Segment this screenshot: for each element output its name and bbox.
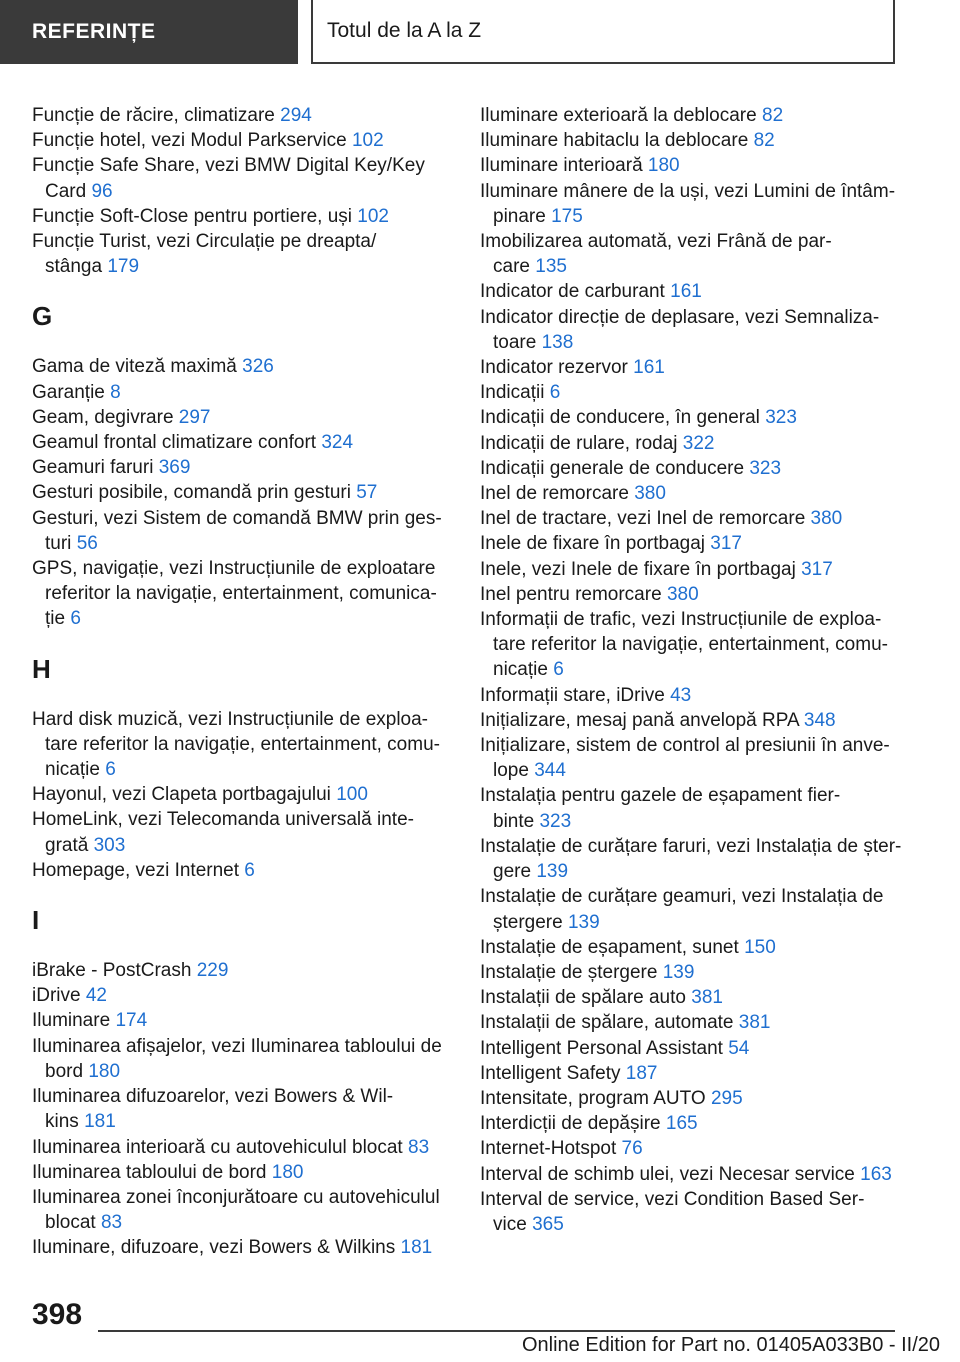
index-entry-text: gere bbox=[493, 861, 532, 883]
page-reference-link[interactable]: 303 bbox=[93, 834, 126, 856]
index-entry-text: Internet-Hotspot bbox=[480, 1138, 617, 1160]
page-reference-link[interactable]: 380 bbox=[634, 483, 666, 505]
index-entry-text: Indicații de rulare, rodaj bbox=[480, 432, 678, 454]
page-reference-link[interactable]: 6 bbox=[244, 859, 255, 881]
index-entry bbox=[480, 128, 900, 153]
page-reference-link[interactable]: 317 bbox=[801, 558, 833, 580]
index-entry-text: GPS, navigație, vezi Instrucțiunile de exploatare bbox=[32, 558, 436, 580]
page-reference-link[interactable]: 175 bbox=[551, 205, 583, 227]
index-entry bbox=[32, 204, 452, 229]
index-entry bbox=[32, 153, 452, 203]
edition-note: Online Edition for Part no. 01405A033B0 - II/20 bbox=[521, 1334, 940, 1356]
page-reference-link[interactable]: 135 bbox=[535, 256, 567, 278]
page-reference-link[interactable]: 96 bbox=[91, 180, 113, 202]
page-reference-link[interactable]: 187 bbox=[625, 1062, 658, 1084]
page-reference-link[interactable]: 100 bbox=[336, 784, 368, 806]
index-entry bbox=[480, 960, 900, 985]
index-entry bbox=[32, 103, 452, 128]
page-reference-link[interactable]: 83 bbox=[100, 1212, 123, 1234]
page-reference-link[interactable]: 297 bbox=[178, 406, 211, 428]
page-reference-link[interactable]: 42 bbox=[85, 985, 107, 1007]
page-reference-link[interactable]: 139 bbox=[536, 861, 569, 883]
index-entry-text: blocat bbox=[45, 1212, 96, 1234]
index-entry-text: Inel de tractare, vezi Inel de remorcare bbox=[480, 508, 806, 530]
index-entry-text: binte bbox=[493, 810, 535, 832]
index-entry bbox=[32, 707, 452, 783]
page-number: 398 bbox=[32, 1298, 83, 1331]
index-entry-text: tare referitor la navigație, entertainment, comu- bbox=[45, 733, 440, 755]
index-entry-text: Iluminarea tabloului de bord bbox=[32, 1161, 267, 1183]
page-reference-link[interactable]: 174 bbox=[115, 1010, 148, 1032]
page-reference-link[interactable]: 82 bbox=[762, 105, 784, 126]
index-entry-text: Funcție Soft-Close pentru portiere, uși bbox=[32, 205, 352, 227]
index-entry bbox=[32, 1008, 452, 1033]
index-entry-text: Indicator direcție de deplasare, vezi Semnaliza- bbox=[480, 306, 880, 328]
index-entry bbox=[480, 607, 900, 683]
index-entry-text: Instalație de eșapament, sunet bbox=[480, 936, 739, 958]
chapter-title: Totul de la A la Z bbox=[311, 0, 895, 64]
page-reference-link[interactable]: 323 bbox=[765, 407, 797, 429]
index-entry-text: Instalații de spălare, automate bbox=[480, 1012, 734, 1034]
index-letter-heading: H bbox=[32, 653, 51, 684]
page-reference-link[interactable]: 102 bbox=[351, 130, 384, 152]
index-letter-heading: I bbox=[32, 905, 40, 936]
index-entry-text: Interval de service, vezi Condition Based Ser- bbox=[480, 1188, 865, 1210]
footer-divider bbox=[98, 1330, 895, 1332]
index-entry bbox=[480, 1162, 900, 1187]
page-reference-link[interactable]: 179 bbox=[107, 256, 140, 278]
page-reference-link[interactable]: 8 bbox=[110, 381, 121, 403]
index-entry bbox=[480, 405, 900, 430]
index-entry-text: HomeLink, vezi Telecomanda universală inte- bbox=[32, 809, 414, 831]
index-entry-text: Iluminare mânere de la uși, vezi Lumini de întâm- bbox=[480, 180, 896, 202]
index-entry bbox=[480, 153, 900, 178]
page-reference-link[interactable]: 138 bbox=[541, 331, 574, 353]
index-entry bbox=[480, 582, 900, 607]
index-entry-text: Iluminarea afișajelor, vezi Iluminarea tabloului de bbox=[32, 1035, 442, 1057]
page-reference-link[interactable]: 229 bbox=[196, 960, 229, 982]
page-reference-link[interactable]: 161 bbox=[670, 281, 702, 303]
index-entry-text: Funcție Safe Share, vezi BMW Digital Key/Key bbox=[32, 155, 425, 177]
page-reference-link[interactable]: 380 bbox=[810, 508, 843, 530]
page-reference-link[interactable]: 56 bbox=[76, 532, 98, 554]
index-entry-text: Indicator de carburant bbox=[480, 281, 665, 303]
index-entry-text: Inele de fixare în portbagaj bbox=[480, 533, 705, 555]
index-entry bbox=[480, 229, 900, 279]
index-entry-text: Interval de schimb ulei, vezi Necesar service bbox=[480, 1163, 855, 1185]
index-entry bbox=[32, 1185, 452, 1235]
index-entry-text: grată bbox=[45, 834, 89, 856]
index-entry bbox=[32, 430, 452, 455]
index-entry-text: kins bbox=[45, 1111, 79, 1133]
index-entry bbox=[480, 305, 900, 355]
index-entry-text: Homepage, vezi Internet bbox=[32, 859, 240, 881]
index-entry-text: Indicații bbox=[480, 382, 545, 404]
page-reference-link[interactable]: 102 bbox=[357, 205, 389, 227]
page-reference-link[interactable]: 82 bbox=[753, 130, 775, 152]
index-entry-text: Geamuri faruri bbox=[32, 457, 154, 479]
index-entry-text: bord bbox=[45, 1060, 84, 1082]
index-entry bbox=[480, 481, 900, 506]
index-entry bbox=[480, 935, 900, 960]
index-entry bbox=[32, 958, 452, 983]
index-entry-text: Informații de trafic, vezi Instrucțiunile de exploa- bbox=[480, 609, 882, 631]
page-reference-link[interactable]: 180 bbox=[88, 1060, 121, 1082]
index-entry bbox=[480, 456, 900, 481]
index-entry-text: nicație bbox=[493, 659, 548, 681]
index-entry-text: Inele, vezi Inele de fixare în portbagaj bbox=[480, 558, 796, 580]
index-entry-text: stânga bbox=[45, 256, 103, 278]
index-entry bbox=[480, 834, 900, 884]
index-entry bbox=[32, 455, 452, 480]
index-entry bbox=[32, 1084, 452, 1134]
page-reference-link[interactable]: 294 bbox=[280, 105, 312, 126]
index-entry bbox=[32, 229, 452, 279]
page-reference-link[interactable]: 380 bbox=[666, 583, 699, 605]
index-entry-text: Instalație de curățare faruri, vezi Instalația de șter- bbox=[480, 835, 902, 857]
index-entry-text: Indicații de conducere, în general bbox=[480, 407, 760, 429]
index-entry-text: Inițializare, mesaj pană anvelopă RPA bbox=[480, 709, 799, 731]
index-entry-text: vice bbox=[493, 1213, 527, 1235]
page-reference-link[interactable]: 150 bbox=[744, 936, 776, 958]
index-entry bbox=[32, 807, 452, 857]
page-reference-link[interactable]: 139 bbox=[662, 961, 695, 983]
page-header bbox=[0, 0, 960, 66]
index-entry bbox=[480, 1010, 900, 1035]
index-entry-text: Garanție bbox=[32, 381, 105, 403]
index-entry bbox=[32, 1160, 452, 1185]
index-entry bbox=[480, 1061, 900, 1086]
index-entry bbox=[480, 783, 900, 833]
index-entry-text: Informații stare, iDrive bbox=[480, 684, 665, 706]
index-entry bbox=[32, 128, 452, 153]
index-entry bbox=[32, 983, 452, 1008]
index-entry bbox=[480, 355, 900, 380]
index-entry bbox=[32, 1235, 452, 1260]
page-reference-link[interactable]: 369 bbox=[158, 457, 191, 479]
index-entry-text: tare referitor la navigație, entertainment, comu- bbox=[493, 634, 888, 656]
page-reference-link[interactable]: 381 bbox=[738, 1012, 771, 1034]
index-entry-text: Indicații generale de conducere bbox=[480, 457, 745, 479]
index-entry-text: ție bbox=[45, 608, 66, 630]
index-entry-text: Indicator rezervor bbox=[480, 357, 628, 379]
index-entry-text: Intensitate, program AUTO bbox=[480, 1087, 706, 1109]
index-entry bbox=[480, 1136, 900, 1161]
index-entry-text: Gesturi posibile, comandă prin gesturi bbox=[32, 482, 351, 504]
page-reference-link[interactable]: 323 bbox=[749, 457, 782, 479]
index-entry-text: care bbox=[493, 256, 530, 278]
index-entry bbox=[32, 506, 452, 556]
index-entry-text: Card bbox=[45, 180, 87, 202]
index-entry-text: Funcție hotel, vezi Modul Parkservice bbox=[32, 130, 347, 152]
index-entry-text: Instalație de curățare geamuri, vezi Instalația de bbox=[480, 886, 884, 908]
index-entry bbox=[480, 431, 900, 456]
index-letter-heading: G bbox=[32, 301, 53, 332]
page-reference-link[interactable]: 326 bbox=[242, 356, 274, 378]
page-reference-link[interactable]: 83 bbox=[408, 1136, 430, 1158]
page-reference-link[interactable]: 6 bbox=[105, 759, 116, 781]
index-entry bbox=[480, 380, 900, 405]
index-entry bbox=[32, 1135, 452, 1160]
index-entry-text: Instalații de spălare auto bbox=[480, 987, 686, 1009]
index-entry-text: Inițializare, sistem de control al presiunii în anve- bbox=[480, 735, 890, 757]
index-entry bbox=[32, 380, 452, 405]
index-entry-text: Intelligent Personal Assistant bbox=[480, 1037, 723, 1059]
index-entry-text: Iluminare, difuzoare, vezi Bowers & Wilkins bbox=[32, 1237, 396, 1259]
index-entry-text: lope bbox=[493, 760, 529, 782]
index-entry bbox=[480, 506, 900, 531]
index-entry-text: pinare bbox=[493, 205, 546, 227]
index-entry-text: Iluminarea interioară cu autovehiculul blocat bbox=[32, 1136, 403, 1158]
index-entry-text: Gama de viteză maximă bbox=[32, 356, 237, 378]
index-entry-text: Iluminare bbox=[32, 1010, 111, 1032]
page-reference-link[interactable]: 6 bbox=[553, 659, 564, 681]
index-column-left bbox=[32, 103, 452, 1261]
index-entry bbox=[480, 279, 900, 304]
index-entry-text: Instalația pentru gazele de eșapament fier- bbox=[480, 785, 841, 807]
index-entry-text: Imobilizarea automată, vezi Frână de par- bbox=[480, 231, 832, 253]
index-entry bbox=[480, 1086, 900, 1111]
index-entry-text: Hayonul, vezi Clapeta portbagajului bbox=[32, 784, 331, 806]
index-entry-text: Funcție Turist, vezi Circulație pe dreapta/ bbox=[32, 231, 377, 253]
index-entry-text: Gesturi, vezi Sistem de comandă BMW prin ges- bbox=[32, 507, 442, 529]
page-reference-link[interactable]: 54 bbox=[728, 1037, 750, 1059]
index-entry bbox=[32, 782, 452, 807]
index-entry-text: Instalație de ștergere bbox=[480, 961, 658, 983]
index-entry-text: Iluminare exterioară la deblocare bbox=[480, 105, 757, 126]
index-entry-text: iBrake - PostCrash bbox=[32, 960, 192, 982]
index-entry bbox=[480, 1036, 900, 1061]
page-reference-link[interactable]: 6 bbox=[549, 382, 561, 404]
page-reference-link[interactable]: 6 bbox=[70, 608, 81, 630]
index-entry-text: Geam, degivrare bbox=[32, 406, 174, 428]
page-reference-link[interactable]: 165 bbox=[665, 1113, 698, 1135]
page-reference-link[interactable]: 348 bbox=[803, 709, 836, 731]
page-reference-link[interactable]: 180 bbox=[271, 1161, 304, 1183]
index-entry-text: Inel de remorcare bbox=[480, 483, 629, 505]
index-entry bbox=[480, 683, 900, 708]
page-reference-link[interactable]: 57 bbox=[356, 482, 378, 504]
index-entry-text: Iluminare interioară bbox=[480, 155, 643, 177]
index-entry bbox=[480, 733, 900, 783]
index-entry bbox=[480, 985, 900, 1010]
index-column-right bbox=[480, 103, 900, 1237]
page-reference-link[interactable]: 161 bbox=[633, 357, 665, 379]
page-reference-link[interactable]: 381 bbox=[691, 987, 723, 1009]
index-entry-text: nicație bbox=[45, 759, 100, 781]
index-entry bbox=[32, 480, 452, 505]
index-entry bbox=[32, 858, 452, 883]
index-entry-text: Geamul frontal climatizare confort bbox=[32, 432, 317, 454]
index-entry bbox=[32, 354, 452, 379]
page-reference-link[interactable]: 344 bbox=[534, 760, 566, 782]
index-entry-text: Iluminarea zonei înconjurătoare cu autovehiculul bbox=[32, 1186, 440, 1208]
page-reference-link[interactable]: 181 bbox=[400, 1237, 433, 1259]
page-reference-link[interactable]: 365 bbox=[532, 1213, 564, 1235]
index-entry bbox=[480, 708, 900, 733]
index-entry-text: Inel pentru remorcare bbox=[480, 583, 662, 605]
page-reference-link[interactable]: 295 bbox=[710, 1087, 743, 1109]
page-reference-link[interactable]: 324 bbox=[321, 432, 354, 454]
index-entry bbox=[32, 556, 452, 632]
index-entry bbox=[32, 405, 452, 430]
index-entry bbox=[480, 1111, 900, 1136]
index-entry-text: ștergere bbox=[493, 911, 563, 933]
index-entry-text: iDrive bbox=[32, 985, 81, 1007]
index-entry-text: Iluminare habitaclu la deblocare bbox=[480, 130, 749, 152]
section-tab: REFERINȚE bbox=[0, 0, 298, 64]
page-reference-link[interactable]: 139 bbox=[567, 911, 600, 933]
index-entry bbox=[480, 557, 900, 582]
index-entry-text: turi bbox=[45, 532, 72, 554]
index-entry-text: toare bbox=[493, 331, 537, 353]
page-reference-link[interactable]: 322 bbox=[682, 432, 715, 454]
index-entry bbox=[480, 103, 900, 128]
page-reference-link[interactable]: 317 bbox=[710, 533, 742, 555]
index-entry-text: Funcție de răcire, climatizare bbox=[32, 105, 275, 126]
page-reference-link[interactable]: 163 bbox=[860, 1163, 892, 1185]
page-reference-link[interactable]: 43 bbox=[670, 684, 692, 706]
index-entry-text: referitor la navigație, entertainment, comunica- bbox=[45, 583, 437, 605]
index-entry-text: Iluminarea difuzoarelor, vezi Bowers & Wil- bbox=[32, 1086, 394, 1108]
page-reference-link[interactable]: 180 bbox=[647, 155, 680, 177]
index-entry-text: Interdicții de depășire bbox=[480, 1113, 661, 1135]
index-entry bbox=[480, 531, 900, 556]
page-reference-link[interactable]: 323 bbox=[539, 810, 572, 832]
index-entry bbox=[480, 179, 900, 229]
page-reference-link[interactable]: 181 bbox=[84, 1111, 116, 1133]
page-reference-link[interactable]: 76 bbox=[621, 1138, 643, 1160]
index-entry-text: Intelligent Safety bbox=[480, 1062, 621, 1084]
index-entry bbox=[32, 1034, 452, 1084]
index-entry bbox=[480, 1187, 900, 1237]
index-entry bbox=[480, 884, 900, 934]
index-entry-text: Hard disk muzică, vezi Instrucțiunile de exploa- bbox=[32, 708, 429, 730]
